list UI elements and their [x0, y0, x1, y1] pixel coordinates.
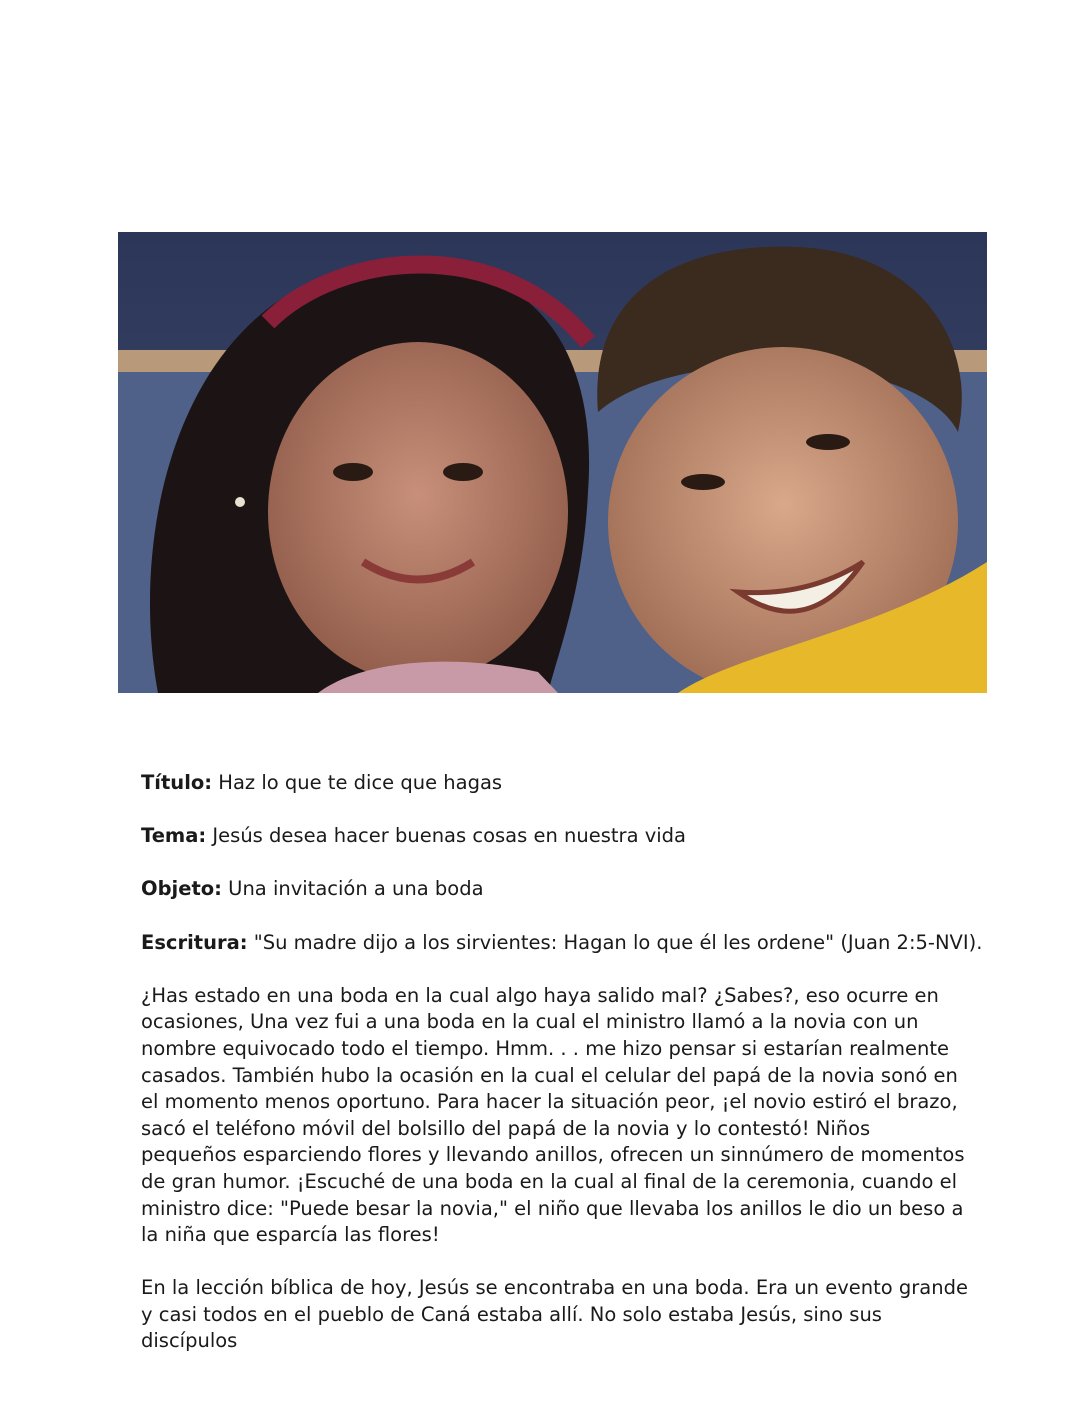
field-theme-value: Jesús desea hacer buenas cosas en nuestra vida — [206, 824, 687, 848]
paragraph-intro: ¿Has estado en una boda en la cual algo haya salido mal? ¿Sabes?, eso ocurre en ocasiones, Una vez fui a una boda en la cual el ministro llamó a la novia con un nombre equivocado todo el tiempo. Hmm. . . me hizo pensar si estarían realmente casados. También hubo la ocasión en la cual el celular del papá de la novia sonó en el momento menos oportuno. Para hacer la situación peor, ¡el novio estiró el brazo, sacó el teléfono móvil del bolsillo del papá de la novia y lo contestó! Niños pequeños esparciendo flores y llevando anillos, ofrecen un sinnúmero de momentos de gran humor. ¡Escuché de una boda en la cual al final de la ceremonia, cuando el ministro dice: "Puede besar la novia," el niño que llevaba los anillos le dio un beso a la niña que esparcía las flores! — [141, 983, 965, 1247]
paragraph-lesson: En la lección bíblica de hoy, Jesús se encontraba en una boda. Era un evento grande y casi todos en el pueblo de Caná estaba allí. No solo estaba Jesús, sino sus discípulos — [141, 1276, 968, 1353]
field-object — [141, 876, 971, 903]
children-photo — [118, 232, 987, 693]
field-title-value: Haz lo que te dice que hagas — [212, 771, 503, 794]
field-theme-label: Tema: — [141, 824, 207, 848]
field-title — [141, 770, 971, 797]
field-object-value: Una invitación a una boda — [221, 877, 484, 901]
field-scripture-value: "Su madre dijo a los sirvientes: Hagan lo que él les ordene" (Juan 2:5-NVI). — [247, 930, 983, 954]
lesson-content — [141, 770, 983, 1382]
field-scripture-label: Escritura: — [141, 930, 248, 954]
field-object-label: Objeto: — [141, 877, 222, 901]
field-scripture — [141, 930, 983, 957]
field-title-label: Título: — [141, 771, 213, 794]
field-theme — [141, 823, 971, 850]
